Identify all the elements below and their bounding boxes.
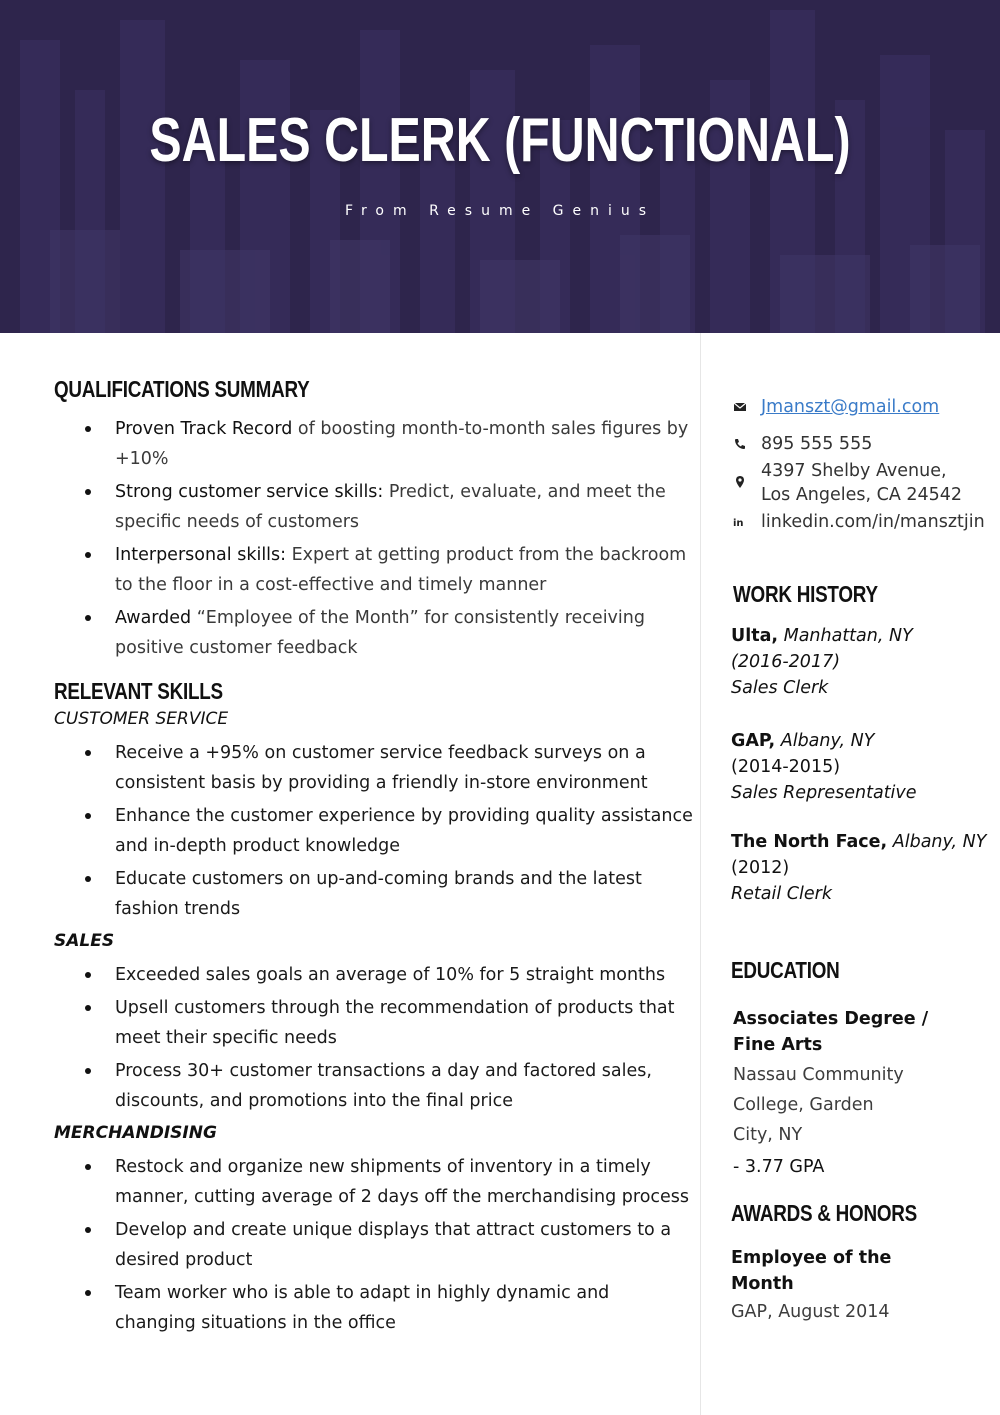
- company-name: GAP,: [731, 731, 776, 751]
- job-entry-gap: [731, 728, 917, 806]
- job-dates: (2012): [731, 858, 790, 878]
- list-item: Enhance the customer experience by providing quality assistance and in-depth product knowledge: [54, 801, 694, 861]
- address-line-1: 4397 Shelby Avenue,: [761, 461, 947, 481]
- list-item: Strong customer service skills: Predict, evaluate, and meet the specific needs of customers: [54, 477, 694, 537]
- job-location: Albany, NY: [887, 832, 987, 852]
- list-item: Process 30+ customer transactions a day and factored sales, discounts, and promotions into the final price: [54, 1056, 694, 1116]
- education-entry: [733, 1006, 928, 1184]
- bullet-icon: [85, 426, 91, 432]
- list-item: Receive a +95% on customer service feedback surveys on a consistent basis by providing a friendly in-store environment: [54, 738, 694, 798]
- bullet-icon: [85, 1290, 91, 1296]
- phone-number: 895 555 555: [761, 434, 873, 454]
- company-name: The North Face,: [731, 832, 888, 852]
- work-history-heading: WORK HISTORY: [733, 581, 878, 607]
- resume-title: SALES CLERK (FUNCTIONAL): [149, 106, 851, 175]
- qualifications-heading: QUALIFICATIONS SUMMARY: [54, 376, 310, 402]
- address-line-2: Los Angeles, CA 24542: [761, 485, 963, 505]
- job-entry-north-face: [731, 829, 986, 907]
- job-role: Sales Clerk: [731, 678, 829, 698]
- award-detail: GAP, August 2014: [731, 1302, 890, 1322]
- job-location: Manhattan, NY: [778, 626, 913, 646]
- bullet-icon: [85, 1227, 91, 1233]
- bullet-icon: [85, 552, 91, 558]
- bullet-icon: [85, 750, 91, 756]
- bullet-icon: [85, 615, 91, 621]
- phone-icon: [733, 437, 747, 451]
- education-heading: EDUCATION: [731, 957, 840, 983]
- list-item: Upsell customers through the recommendation of products that meet their specific needs: [54, 993, 694, 1053]
- bullet-icon: [85, 1068, 91, 1074]
- bullet-icon: [85, 1164, 91, 1170]
- award-entry: [731, 1245, 891, 1327]
- customer-service-list: [54, 738, 694, 927]
- list-item: Educate customers on up-and-coming brands and the latest fashion trends: [54, 864, 694, 924]
- bullet-icon: [85, 972, 91, 978]
- bullet-icon: [85, 489, 91, 495]
- degree-line-1: Associates Degree /: [733, 1009, 929, 1029]
- school-line-1: Nassau Community: [733, 1065, 904, 1085]
- list-item: Team worker who is able to adapt in highly dynamic and changing situations in the office: [54, 1278, 694, 1338]
- job-dates: (2014-2015): [731, 757, 841, 777]
- svg-text:in: in: [733, 518, 744, 529]
- job-dates: (2016-2017): [731, 652, 841, 672]
- skill-group-sales: SALES: [54, 931, 115, 951]
- list-item: Awarded “Employee of the Month” for consistently receiving positive customer feedback: [54, 603, 694, 663]
- company-name: Ulta,: [731, 626, 779, 646]
- list-item: Develop and create unique displays that attract customers to a desired product: [54, 1215, 694, 1275]
- school-line-3: City, NY: [733, 1125, 803, 1145]
- list-item: Restock and organize new shipments of inventory in a timely manner, cutting average of 2 days off the merchandising process: [54, 1152, 694, 1212]
- merchandising-list: [54, 1152, 694, 1341]
- column-divider: [700, 333, 701, 1415]
- school-line-2: College, Garden: [733, 1095, 874, 1115]
- awards-heading: AWARDS & HONORS: [731, 1200, 917, 1226]
- gpa: - 3.77 GPA: [733, 1157, 825, 1177]
- sales-list: [54, 960, 694, 1119]
- award-title-line-2: Month: [731, 1274, 794, 1294]
- list-item: Proven Track Record of boosting month-to-month sales figures by +10%: [54, 414, 694, 474]
- qualifications-list: [54, 414, 694, 666]
- email-link[interactable]: Jmanszt@gmail.com: [761, 397, 940, 417]
- job-entry-ulta: [731, 623, 913, 701]
- bullet-icon: [85, 813, 91, 819]
- bullet-icon: [85, 1005, 91, 1011]
- linkedin-url: linkedin.com/in/mansztjin: [761, 512, 985, 532]
- list-item: Exceeded sales goals an average of 10% for 5 straight months: [54, 960, 694, 990]
- mail-icon: [733, 400, 747, 414]
- skill-group-merchandising: MERCHANDISING: [54, 1123, 217, 1143]
- job-role: Retail Clerk: [731, 884, 832, 904]
- bullet-icon: [85, 876, 91, 882]
- skill-group-customer-service: CUSTOMER SERVICE: [54, 709, 229, 729]
- list-item: Interpersonal skills: Expert at getting product from the backroom to the floor in a cost-effective and timely manner: [54, 540, 694, 600]
- degree-line-2: Fine Arts: [733, 1035, 823, 1055]
- location-pin-icon: [733, 475, 747, 489]
- award-title-line-1: Employee of the: [731, 1248, 892, 1268]
- job-location: Albany, NY: [775, 731, 875, 751]
- relevant-skills-heading: RELEVANT SKILLS: [54, 678, 223, 704]
- resume-subtitle: From Resume Genius: [344, 203, 656, 219]
- linkedin-icon: [733, 515, 747, 529]
- header-banner: [0, 0, 1000, 333]
- job-role: Sales Representative: [731, 783, 917, 803]
